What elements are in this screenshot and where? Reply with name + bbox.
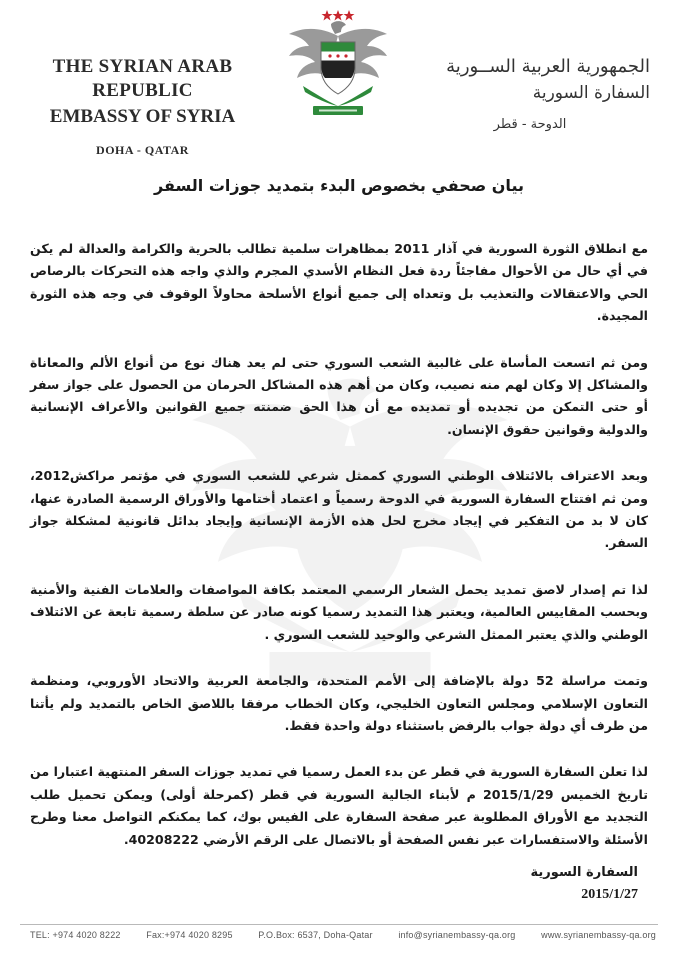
paragraph-4: لذا تم إصدار لاصق تمديد يحمل الشعار الرسمي المعتمد بكافة المواصفات والعلامات الفنية والأمنية وبحسب المقاييس العالمية، ويعتبر هذا التمديد رسميا كونه صادر عن سلطة رسمية تابعة عن الائتلاف الوطني والذي يعتبر الممثل الشرعي والوحيد للشعب السوري . — [30, 581, 648, 642]
signature-date: 2015/1/27 — [581, 887, 638, 902]
footer-divider — [20, 924, 658, 925]
statement-title: بيان صحفي بخصوص البدء بتمديد جوزات السفر — [154, 176, 524, 195]
footer-contact — [30, 930, 656, 940]
footer-tel: TEL: +974 4020 8222 — [30, 930, 121, 940]
footer-website[interactable]: www.syrianembassy-qa.org — [541, 930, 656, 940]
location-en: DOHA - QATAR — [96, 143, 189, 157]
header-english — [20, 55, 265, 158]
signature-block — [531, 862, 638, 906]
paragraph-3: وبعد الاعتراف بالائتلاف الوطني السوري كممثل شرعي للشعب السوري في مؤتمر مراكش2012، ومن ثم افتتاح السفارة السورية في الدوحة رسمياً و اعتماد أختامها والأوراق الرسمية الصادرة عنها، كان لا بد من التفكير في إيجاد مخرج لحل هذه الأزمة الإنسانية وإيجاد بدائل قانونية لمشكلة جواز السفر. — [30, 468, 648, 551]
footer-email[interactable]: info@syrianembassy-qa.org — [398, 930, 516, 940]
footer-fax: Fax:+974 4020 8295 — [146, 930, 233, 940]
header-arabic — [410, 55, 650, 132]
signature-name: السفارة السورية — [530, 865, 638, 880]
paragraph-2: ومن ثم اتسعت المأساة على غالبية الشعب السوري حتى لم يعد هناك نوع من أنواع الألم والمعاناة والمشاكل إلا وكان لهم منه نصيب، وكان من أهم هذه المشاكل الحرمان من الحصول على جواز سفر أو حتى التمكن من تجديده أو تمديده مع أن هذا الحق ضمنته جميع القوانين والأعراف الإنسانية والدولية وقوانين حقوق الإنسان. — [30, 354, 648, 437]
location-ar: الدوحة - قطر — [493, 117, 567, 132]
footer-pobox: P.O.Box: 6537, Doha-Qatar — [258, 930, 373, 940]
statement-body — [30, 238, 648, 875]
paragraph-5: وتمت مراسلة 52 دولة بالإضافة إلى الأمم المتحدة، والجامعة العربية والاتحاد الأوروبي، ومنظمة التعاون الإسلامي ومجلس التعاون الخليجي، وكان الخطاب مرفقا باللاصق الخاص بالتمديد ولم يأتنا من طرف أي دولة جواب بالرفض باستثناء دولة واحدة فقط. — [30, 673, 648, 733]
country-name-ar: الجمهورية العربية الســورية — [446, 56, 650, 77]
embassy-name-ar: السفارة السورية — [532, 83, 650, 103]
eagle-emblem-icon — [283, 6, 393, 124]
paragraph-6: لذا تعلن السفارة السورية في قطر عن بدء العمل رسميا في تمديد جوزات السفر المنتهية اعتبارا من تاريخ الخميس 2015/1/29 م لأبناء الجالية السورية في قطر (كمرحلة أولى) ويمكن تحميل طلب التجديد مع الأوراق المطلوبة عبر صفحة السفارة على الفيس بوك، كما يمكنكم التواصل معنا وطرح الأسئلة والاستفسارات عبر نفس الصفحة أو بالاتصال على الرقم الأرضي 40208222. — [30, 764, 648, 847]
country-name-en: THE SYRIAN ARAB REPUBLIC — [52, 56, 233, 101]
paragraph-1: مع انطلاق الثورة السورية في آذار 2011 بمظاهرات سلمية تطالب بالحرية والكرامة والعدالة لم يكن في أي حال من الأحوال مفاجئاً ردة فعل النظام الأسدي المجرم والذي واجه هذه التحركات بالرصاص الحي والاعتقالات والتعذيب بل وتعداه إلى جميع أنواع الأسلحة محاولاً الوقوف في وجه هذه الثورة المجيدة. — [30, 241, 648, 324]
embassy-name-en: EMBASSY OF SYRIA — [49, 106, 236, 127]
